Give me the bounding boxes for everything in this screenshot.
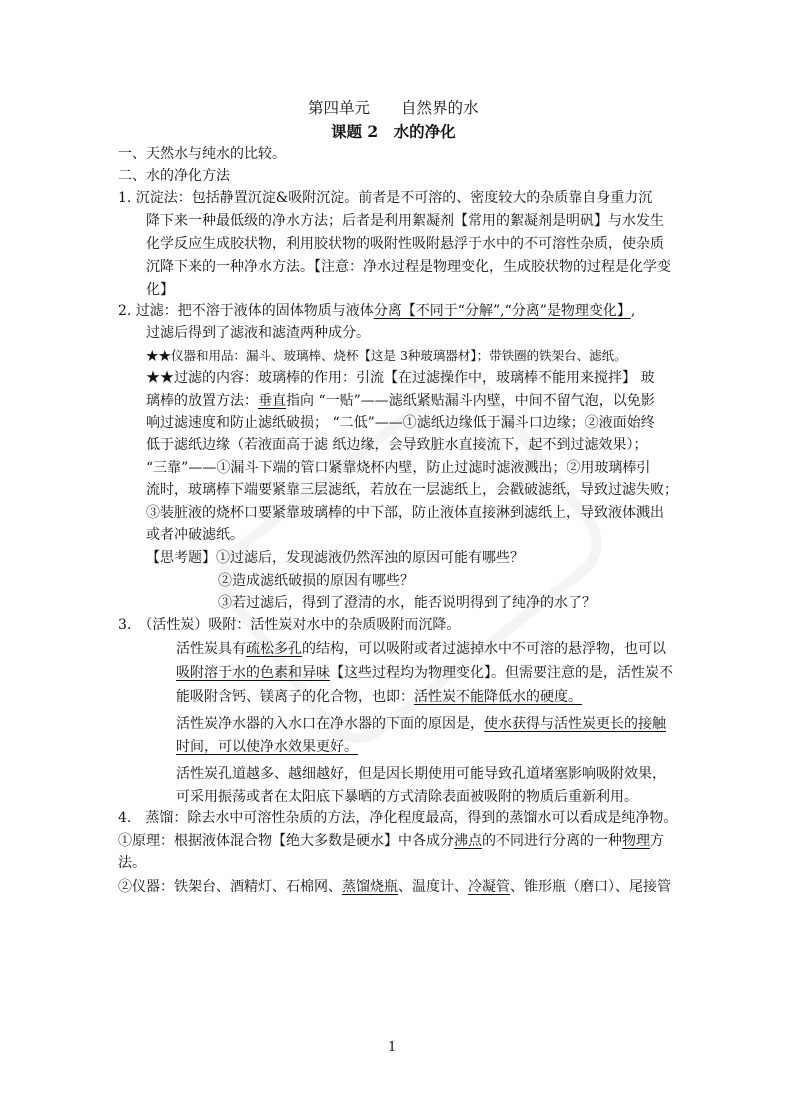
p2-question-3: ③若过滤后，得到了澄清的水，能否说明得到了纯净的水了？ [218,595,596,611]
p3-b-1 [176,716,666,732]
p3-c-2: 可采用振荡或者在太阳底下暴晒的方式清除表面被吸附的物质后重新利用。 [176,789,638,805]
p3-a-3 [176,689,582,705]
p3-a-1-a: 活性炭具有 [176,641,246,657]
p1-line-1: 1. 沉淀法：包括静置沉淀&吸附沉淀。前者是不可溶的、密度较大的杂质靠自身重力沉 [118,190,653,206]
page-number: 1 [388,1040,397,1055]
p1-line-4: 沉降下来的一种净水方法。【注意：净水过程是物理变化，生成胶状物的过程是化学变 [146,259,671,275]
lesson-subtitle [331,124,456,140]
p3-a-2-b: 【这些过程均为物理变化】。但需要注意的是，活性炭不 [330,665,673,681]
p2-content-2-b: 指向 “一贴”——滤纸紧贴漏斗内壁，中间不留气泡，以免影 [286,393,655,409]
p3-b-1-underlined: 使水获得与活性炭更长的接触 [484,716,666,732]
p3-a-1 [176,641,666,657]
p2-line-1-a: 2. 过滤：把不溶于液体的固体物质与液体 [118,303,374,319]
p1-line-3: 化学反应生成胶状物，利用胶状物的吸附性吸附悬浮于水中的不可溶性杂质，使杂质 [146,236,664,252]
p4-principle-1-underlined-2: 物理 [622,833,650,849]
p2-line-2: 过滤后得到了滤液和滤渣两种成分。 [146,325,370,341]
p1-line-5: 化】 [146,282,174,298]
p3-a-2-underlined: 吸附溶于水的色素和异味 [176,665,330,681]
section-1: 一、天然水与纯水的比较。 [118,146,286,162]
p2-content-1: ★★过滤的内容：玻璃棒的作用：引流【在过滤操作中，玻璃棒不能用来搅拌】 玻 [146,370,655,386]
p3-a-2 [176,665,673,681]
p2-content-8: 或者冲破滤纸。 [146,527,244,543]
lesson-subtitle-text: 课题 2 水的净化 [331,122,456,141]
p3-line-1: 3. （活性炭）吸附：活性炭对水中的杂质吸附而沉降。 [118,617,461,633]
p2-question-2: ②造成滤纸破损的原因有哪些？ [218,573,414,589]
p4-equipment [118,879,671,895]
p2-content-2-a: 璃棒的放置方法： [146,393,258,409]
p2-line-1 [118,303,635,319]
p4-principle-1-b: 的不同进行分离的一种 [482,833,622,849]
p2-content-2-underlined: 垂直 [258,393,286,409]
p2-line-1-b: , [630,303,636,319]
p3-a-1-b: 的结构，可以吸附或者过滤掉水中不可溶的悬浮物，也可以 [302,641,666,657]
p2-line-1-underlined: 分离【不同于“分解”,“分离”是物理变化】 [373,303,631,319]
p3-b-2-underlined: 时间，可以使净水效果更好。 [176,739,358,755]
p4-equipment-underlined: 蒸馏烧瓶 [342,879,398,895]
p4-principle-1-underlined: 沸点 [454,833,482,849]
p2-content-6: 流时，玻璃棒下端要紧靠三层滤纸，若放在一层滤纸上，会戳破滤纸，导致过滤失败； [146,482,678,498]
p3-a-3-underlined: 活性炭不能降低水的硬度。 [414,689,582,705]
p2-content-7: ③装脏液的烧杯口要紧靠玻璃棒的中下部，防止液体直接淋到滤纸上，导致液体溅出 [146,505,664,521]
p4-equipment-underlined-2: 冷凝管 [468,879,510,895]
p3-b-1-a: 活性炭净水器的入水口在净水器的下面的原因是， [176,716,484,732]
p4-equipment-c: 、锥形瓶（磨口）、尾接管 [510,879,671,895]
p4-principle-1-c: 方 [650,833,664,849]
p4-principle-1-a: ①原理：根据液体混合物【绝大多数是硬水】中各成分 [118,833,454,849]
section-2: 二、水的净化方法 [118,168,230,184]
p4-equipment-a: ②仪器：铁架台、酒精灯、石棉网、 [118,879,342,895]
p2-instruments: ★★仪器和用品：漏斗、玻璃棒、烧杯【这是 3种玻璃器材】；带铁圈的铁架台、滤纸。 [146,348,627,363]
p4-principle-1 [118,833,664,849]
p2-content-5: “三靠”——①漏斗下端的管口紧靠烧杯内壁，防止过滤时滤液溅出；②用玻璃棒引 [146,460,651,476]
p4-equipment-b: 、温度计、 [398,879,468,895]
p4-line-1: 4. 蒸馏：除去水中可溶性杂质的方法，净化程度最高，得到的蒸馏水可以看成是纯净物。 [118,810,678,826]
p1-line-2: 降下来一种最低级的净水方法；后者是利用絮凝剂【常用的絮凝剂是明矾】与水发生 [146,213,664,229]
p2-question-1: 【思考题】①过滤后，发现滤液仍然浑浊的原因可能有哪些？ [146,550,524,566]
p3-a-1-underlined: 疏松多孔 [246,641,302,657]
p4-principle-2: 法。 [118,855,146,871]
p3-c-1: 活性炭孔道越多、越细越好，但是因长期使用可能导致孔道堵塞影响吸附效果， [176,766,666,782]
unit-title: 第四单元 自然界的水 [308,99,479,117]
p2-content-4: 低于滤纸边缘（若液面高于滤 纸边缘，会导致脏水直接流下，起不到过滤效果）； [146,437,648,453]
p2-content-3: 响过滤速度和防止滤纸破损； “二低”——①滤纸边缘低于漏斗口边缘；②液面始终 [146,415,655,431]
p2-content-2 [146,393,655,409]
p3-a-3-a: 能吸附含钙、镁离子的化合物，也即： [176,689,414,705]
p3-b-2 [176,739,358,755]
